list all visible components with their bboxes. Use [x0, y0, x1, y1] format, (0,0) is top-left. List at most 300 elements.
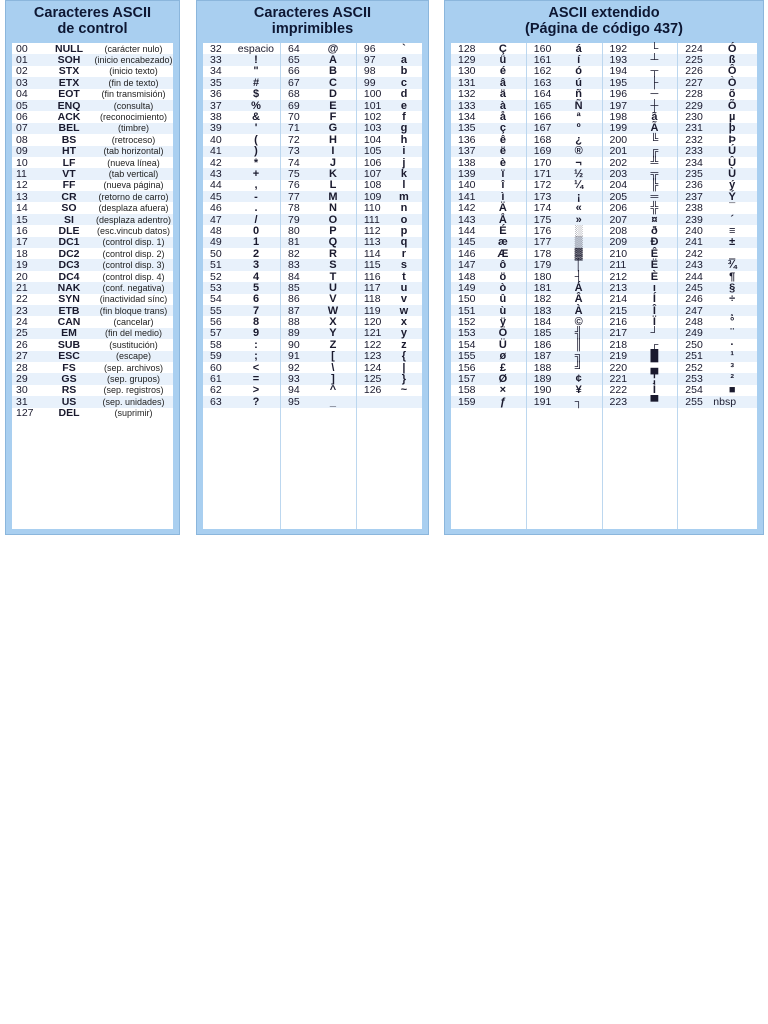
extended-code: 133: [458, 99, 476, 112]
printable-row: [203, 134, 280, 145]
extended-row: [678, 225, 757, 236]
extended-code: 136: [458, 133, 476, 146]
printable-row: [281, 316, 356, 327]
printable-row: [357, 157, 422, 168]
extended-row: [451, 89, 526, 100]
control-abbreviation: CR: [61, 190, 77, 203]
printable-row: [357, 316, 422, 327]
printable-code: 114: [363, 247, 381, 260]
extended-code: 194: [609, 65, 628, 78]
extended-row: [603, 328, 678, 339]
printable-character: L: [329, 179, 337, 192]
printable-character: R: [328, 247, 337, 260]
extended-row: [678, 146, 757, 157]
extended-code: 134: [458, 111, 476, 124]
printable-code: 96: [363, 42, 376, 55]
extended-row: [678, 248, 757, 259]
printable-row: [357, 134, 422, 145]
extended-row: [527, 328, 602, 339]
printable-character: x: [400, 316, 407, 329]
extended-code: 162: [533, 65, 552, 78]
extended-row: [603, 237, 678, 248]
printable-character: {: [401, 350, 407, 363]
control-row: [12, 214, 173, 225]
printable-character: ': [254, 122, 258, 135]
printable-character: ^: [329, 384, 337, 397]
extended-row: [451, 111, 526, 122]
extended-character: ¬: [575, 156, 582, 169]
printable-code: 70: [288, 111, 300, 124]
extended-character: Ö: [498, 327, 508, 340]
extended-row: [451, 282, 526, 293]
printable-code: 125: [363, 373, 382, 386]
printable-row: [281, 237, 356, 248]
extended-code: 179: [533, 259, 552, 272]
extended-row: [527, 362, 602, 373]
extended-row: [451, 385, 526, 396]
extended-row: [451, 202, 526, 213]
printable-character: %: [251, 99, 261, 112]
extended-row: [527, 168, 602, 179]
extended-row: [527, 294, 602, 305]
printable-row: [357, 328, 422, 339]
printable-row: [203, 180, 280, 191]
extended-row: [451, 157, 526, 168]
extended-code: 189: [533, 373, 552, 386]
printable-character: v: [400, 293, 407, 306]
extended-code: 201: [609, 145, 628, 158]
extended-row: [603, 54, 678, 65]
printable-row: [203, 271, 280, 282]
extended-row: [451, 237, 526, 248]
extended-code: 230: [685, 111, 703, 124]
printable-character: 3: [252, 259, 260, 272]
printable-code: 46: [210, 202, 222, 215]
extended-code: 156: [458, 361, 476, 374]
extended-row: [603, 305, 678, 316]
control-row: [12, 134, 173, 145]
printable-code: 39: [210, 122, 222, 135]
extended-character: «: [575, 202, 582, 215]
extended-code: 246: [685, 293, 703, 306]
extended-code: 130: [458, 65, 476, 78]
extended-character: ╦: [650, 168, 659, 180]
control-description: (control disp. 1): [102, 237, 165, 248]
printable-row: [357, 123, 422, 134]
extended-character: °: [729, 316, 735, 329]
control-row: [12, 248, 173, 259]
printable-code: 77: [288, 190, 300, 203]
extended-code: 192: [609, 42, 628, 55]
control-abbreviation: SO: [61, 202, 77, 215]
extended-row: [603, 134, 678, 145]
extended-code: 234: [685, 156, 703, 169]
extended-code: 248: [685, 316, 703, 329]
extended-character: µ: [728, 111, 736, 124]
printable-code: 33: [210, 54, 222, 67]
printable-code: 126: [363, 384, 382, 397]
printable-code: 100: [363, 88, 382, 101]
printable-character: U: [328, 281, 337, 294]
extended-code: 147: [458, 259, 476, 272]
extended-character: ¡: [576, 190, 581, 203]
extended-character: É: [499, 224, 507, 237]
printable-row: [203, 157, 280, 168]
control-code: 10: [16, 156, 28, 169]
extended-character: Ü: [498, 338, 507, 351]
control-description: (retroceso): [111, 134, 156, 145]
extended-row: [451, 248, 526, 259]
extended-code: 237: [685, 190, 703, 203]
control-code: 127: [16, 407, 34, 420]
printable-character: h: [400, 133, 408, 146]
control-code: 14: [16, 202, 28, 215]
extended-character: ò: [499, 281, 507, 294]
extended-character: ç: [499, 122, 506, 135]
printable-character: *: [253, 156, 259, 169]
extended-row: [603, 146, 678, 157]
printable-character: F: [329, 111, 337, 124]
extended-row: [527, 271, 602, 282]
printable-code: 52: [210, 270, 222, 283]
printable-row: [281, 168, 356, 179]
control-abbreviation: BEL: [58, 122, 80, 135]
extended-character: Á: [574, 281, 583, 294]
control-panel-title: [6, 1, 179, 41]
extended-character: ‗: [729, 247, 736, 260]
extended-character: ▀: [650, 395, 659, 408]
printable-character: J: [329, 156, 336, 169]
extended-character: ┴: [650, 54, 659, 67]
extended-character: Ð: [650, 236, 659, 249]
printable-code: 63: [210, 395, 222, 408]
printable-code: 121: [363, 327, 382, 340]
extended-row: [527, 259, 602, 270]
extended-row: [603, 248, 678, 259]
extended-row: [603, 123, 678, 134]
printable-character: (: [254, 133, 258, 146]
control-abbreviation: ETB: [58, 304, 80, 317]
printable-character: 7: [252, 304, 260, 317]
control-description: (fin bloque trans): [99, 305, 168, 316]
printable-code: 88: [288, 316, 300, 329]
extended-row: [678, 43, 757, 54]
control-row: [12, 77, 173, 88]
control-table: [12, 43, 173, 529]
extended-row: [603, 373, 678, 384]
control-description: (retorno de carro): [98, 191, 169, 202]
control-code: 13: [16, 190, 28, 203]
printable-row: [357, 351, 422, 362]
printable-row: [281, 305, 356, 316]
printable-character: ~: [400, 384, 408, 397]
extended-character: ┼: [650, 99, 659, 112]
extended-row: [451, 362, 526, 373]
extended-row: [603, 294, 678, 305]
control-abbreviation: SYN: [58, 293, 80, 306]
extended-row: [603, 408, 678, 419]
printable-character: espacio: [237, 42, 274, 55]
printable-row: [357, 111, 422, 122]
extended-row: [678, 111, 757, 122]
control-row: [12, 396, 173, 407]
extended-character: ú: [575, 76, 583, 89]
printable-code: 65: [288, 54, 300, 67]
printable-character: I: [331, 145, 335, 158]
printable-code: 112: [363, 224, 381, 237]
printable-row: [203, 385, 280, 396]
control-code: 06: [16, 111, 28, 124]
extended-row: [678, 180, 757, 191]
printable-row: [203, 89, 280, 100]
extended-code: 216: [609, 316, 628, 329]
control-abbreviation: EOT: [58, 88, 80, 101]
control-row: [12, 271, 173, 282]
extended-character: ¤: [651, 213, 658, 226]
printable-row: [203, 373, 280, 384]
extended-code: 204: [609, 179, 628, 192]
extended-character: ·: [730, 338, 734, 351]
control-code: 09: [16, 145, 28, 158]
printable-panel-title: [197, 1, 428, 41]
extended-code: 129: [458, 54, 476, 67]
printable-row: [281, 294, 356, 305]
extended-code: 213: [609, 281, 628, 294]
extended-row: [527, 339, 602, 350]
printable-code: 115: [363, 259, 381, 272]
extended-row: [603, 202, 678, 213]
control-row: [12, 259, 173, 270]
extended-character: ¶: [729, 270, 736, 283]
printable-code: 38: [210, 111, 222, 124]
extended-character: ¼: [574, 179, 584, 192]
extended-character: ░: [574, 224, 583, 237]
extended-code: 220: [609, 361, 628, 374]
extended-character: õ: [728, 88, 736, 101]
printable-row: [203, 237, 280, 248]
extended-code: 172: [533, 179, 552, 192]
printable-code: 32: [210, 42, 222, 55]
extended-character: â: [499, 76, 506, 89]
extended-character: ┘: [650, 327, 659, 340]
extended-character: Ì: [652, 384, 656, 397]
control-code: 00: [16, 42, 28, 55]
control-abbreviation: ESC: [58, 350, 80, 363]
printable-code: 120: [363, 316, 382, 329]
control-abbreviation: US: [61, 395, 77, 408]
printable-character: N: [328, 202, 337, 215]
extended-code: 212: [609, 270, 628, 283]
control-row: [12, 54, 173, 65]
printable-code: 119: [363, 304, 381, 317]
extended-row: [603, 351, 678, 362]
printable-code: 82: [288, 247, 300, 260]
extended-character: ╣: [574, 327, 583, 340]
extended-row: [678, 89, 757, 100]
printable-code: 37: [210, 99, 222, 112]
extended-code: 174: [533, 202, 552, 215]
printable-character: 6: [252, 293, 260, 306]
printable-code: 90: [288, 338, 300, 351]
extended-code: 228: [685, 88, 703, 101]
control-code: 02: [16, 65, 28, 78]
extended-row: [451, 294, 526, 305]
control-description: (sustitución): [109, 339, 158, 350]
extended-row: [451, 134, 526, 145]
extended-code: 135: [458, 122, 476, 135]
printable-character: Q: [328, 236, 338, 249]
extended-character: Ä: [498, 202, 507, 215]
printable-row: [281, 66, 356, 77]
extended-table: [451, 43, 757, 529]
extended-character: ╩: [650, 156, 659, 169]
printable-character: S: [329, 259, 337, 272]
extended-character: █: [650, 350, 659, 363]
printable-character: 0: [252, 224, 260, 237]
printable-character: 9: [252, 327, 260, 340]
printable-row: [357, 339, 422, 350]
printable-row: [281, 328, 356, 339]
extended-code: 219: [609, 350, 628, 363]
control-row: [12, 351, 173, 362]
printable-code: 55: [210, 304, 222, 317]
extended-code: 154: [458, 338, 476, 351]
extended-character: ö: [499, 270, 507, 283]
extended-row: [451, 77, 526, 88]
control-description: (fin del medio): [104, 328, 163, 339]
printable-character: G: [328, 122, 338, 135]
extended-character: │: [575, 259, 583, 272]
control-code: 11: [16, 168, 27, 180]
printable-row: [281, 214, 356, 225]
extended-code: 221: [609, 373, 628, 386]
extended-character: ®: [574, 145, 583, 158]
extended-row: [678, 328, 757, 339]
printable-character: t: [402, 270, 406, 283]
printable-row: [203, 191, 280, 202]
control-abbreviation: RS: [61, 384, 77, 397]
extended-code: 177: [533, 236, 552, 249]
extended-row: [678, 282, 757, 293]
extended-character: ì: [501, 190, 505, 203]
printable-character: 1: [252, 236, 260, 249]
printable-code: 54: [210, 293, 222, 306]
printable-row: [203, 214, 280, 225]
printable-row: [357, 305, 422, 316]
extended-row: [678, 316, 757, 327]
printable-row: [281, 111, 356, 122]
extended-code: 206: [609, 202, 628, 215]
control-code: 17: [16, 236, 28, 249]
printable-row: [357, 168, 422, 179]
printable-code: 64: [288, 42, 300, 55]
extended-row: [603, 168, 678, 179]
printable-character: q: [400, 236, 408, 249]
control-row: [12, 66, 173, 77]
extended-character: Ã: [650, 122, 659, 135]
extended-code: 150: [458, 293, 476, 306]
printable-row: [281, 191, 356, 202]
extended-row: [603, 100, 678, 111]
control-description: (fin transmisión): [101, 89, 166, 100]
printable-code: 106: [363, 156, 382, 169]
extended-character: Å: [498, 213, 507, 226]
printable-character: K: [328, 168, 337, 180]
extended-code: 207: [609, 213, 628, 226]
extended-code: 168: [533, 133, 552, 146]
printable-character: \: [331, 361, 335, 374]
extended-row: [678, 351, 757, 362]
extended-row: [527, 396, 602, 407]
control-abbreviation: SUB: [57, 338, 81, 351]
printable-character: $: [252, 88, 260, 101]
extended-row: [603, 396, 678, 407]
extended-row: [451, 214, 526, 225]
control-row: [12, 316, 173, 327]
printable-code: 122: [363, 338, 382, 351]
extended-row: [527, 191, 602, 202]
extended-character: ¦: [652, 373, 656, 386]
control-row: [12, 123, 173, 134]
printable-row: [281, 225, 356, 236]
extended-code: 200: [609, 133, 628, 146]
printable-character: @: [327, 42, 339, 55]
printable-code: 102: [363, 111, 382, 124]
extended-code: 157: [458, 373, 476, 386]
printable-row: [281, 54, 356, 65]
printable-row: [203, 54, 280, 65]
extended-character: ï: [501, 168, 505, 180]
printable-column: [203, 43, 281, 529]
printable-character: ?: [252, 395, 260, 408]
printable-code: 43: [210, 168, 222, 180]
printable-row: [203, 259, 280, 270]
control-abbreviation: NAK: [57, 281, 81, 294]
printable-code: 34: [210, 65, 222, 78]
control-row: [12, 408, 173, 419]
extended-character: è: [499, 156, 506, 169]
extended-code: 155: [458, 350, 476, 363]
printable-table: [203, 43, 422, 529]
control-row: [12, 180, 173, 191]
extended-code: 244: [685, 270, 703, 283]
printable-code: 109: [363, 190, 382, 203]
extended-code: 188: [533, 361, 552, 374]
extended-code: 235: [685, 168, 703, 180]
control-abbreviation: DC1: [58, 236, 80, 249]
extended-code: 149: [458, 281, 476, 294]
control-abbreviation: GS: [61, 373, 77, 386]
control-description: (sep. archivos): [103, 362, 164, 373]
printable-character: w: [399, 304, 409, 317]
extended-code: 202: [609, 156, 628, 169]
extended-character: ┤: [574, 270, 583, 283]
extended-code: 224: [685, 42, 703, 55]
control-code: 04: [16, 88, 28, 101]
printable-row: [203, 66, 280, 77]
printable-row: [203, 316, 280, 327]
control-row: [12, 294, 173, 305]
extended-code: 196: [609, 88, 628, 101]
extended-row: [603, 362, 678, 373]
extended-character: Ý: [728, 190, 736, 203]
control-code: 19: [16, 259, 28, 272]
extended-row: [678, 305, 757, 316]
printable-row: [281, 248, 356, 259]
printable-row: [203, 282, 280, 293]
control-description: (timbre): [118, 123, 149, 134]
printable-row: [281, 339, 356, 350]
